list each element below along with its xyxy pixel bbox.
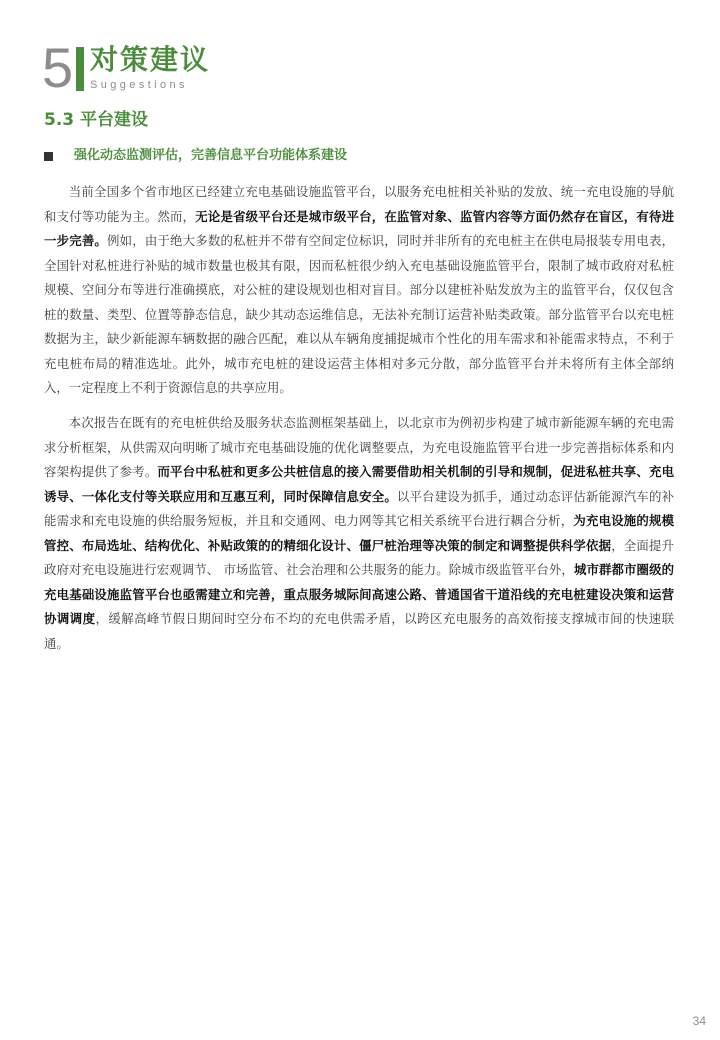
paragraph-text: ，缓解高峰节假日期间时空分布不均的充电供需矛盾，以跨区充电服务的高效衔接支撑城市间的快速联通。 (44, 611, 675, 651)
emphasized-text: 而平台中私桩和更多公共桩信息的接入需要借助相关机制的引导和规制，促进私桩共享、充电诱导、一体化支付等关联应用和互惠互利，同时保障信息安全。 (44, 464, 675, 504)
paragraph-text: 以平台建设为抓手，通过动态评估新能源汽车的补能需求和充电设施的供给服务短板，并且和交通网、电力网等其它相关系统平台进行耦合分析， (44, 488, 675, 528)
bullet-heading: 强化动态监测评估，完善信息平台功能体系建设 (74, 148, 348, 163)
paragraph-text: ，全面提升政府对充电设施进行宏观调节、 市场监管、社会治理和公共服务的能力。除城市级监管平台外， (44, 537, 675, 577)
square-bullet-icon (44, 152, 53, 161)
emphasized-text: 城市群都市圈级的充电基础设施监管平台也亟需建立和完善，重点服务城际间高速公路、普通国省干道沿线的充电桩建设决策和运营协调调度 (44, 562, 674, 626)
page-number: 34 (692, 1014, 706, 1028)
section-heading: 5.3 平台建设 (44, 110, 149, 130)
emphasized-text: 无论是省级平台还是城市级平台，在监管对象、监管内容等方面仍然存在盲区，有待进一步完善。 (44, 208, 675, 248)
chapter-title: 对策建议 (90, 43, 211, 76)
emphasized-text: 为充电设施的规模管控、布局选址、结构优化、补贴政策的的精细化设计、僵尸桩治理等决策的制定和调整提供科学依据 (44, 513, 675, 553)
chapter-subtitle: Suggestions (90, 79, 188, 91)
body-paragraph (44, 411, 674, 656)
chapter-number: 5 (42, 36, 74, 99)
body-paragraph (44, 180, 674, 401)
paragraph-text: 当前全国多个省市地区已经建立充电基础设施监管平台，以服务充电桩相关补贴的发放、统一充电设施的导航和支付等功能为主。然而， (44, 184, 674, 224)
paragraph-text: 例如，由于绝大多数的私桩并不带有空间定位标识，同时并非所有的充电桩主在供电局报装专用电表，全国针对私桩进行补贴的城市数量也极其有限，因而私桩很少纳入充电基础设施监管平台，限制了城市政府对私桩规模、空间分布等进行准确摸底，对公桩的建设规划也相对盲目。部分以建桩补贴发放为主的监管平台，仅仅包含桩的数量、类型、位置等静态信息，缺少其动态运维信息，无法补充制订运营补贴类政策。部分监管平台以充电桩数据为主，缺少新能源车辆数据的融合匹配，难以从车辆角度捕捉城市个性化的用车需求和补能需求特点，不利于充电桩布局的精准选址。此外，城市充电桩的建设运营主体相对多元分散，部分监管平台并未将所有主体全部纳入，一定程度上不利于资源信息的共享应用。 (44, 233, 675, 395)
paragraph-text: 本次报告在既有的充电桩供给及服务状态监测框架基础上，以北京市为例初步构建了城市新能源车辆的充电需求分析框架，从供需双向明晰了城市充电基础设施的优化调整要点，为充电设施监管平台进一步完善指标体系和内容架构提供了参考。 (44, 415, 674, 479)
bullet-heading-row (44, 146, 347, 166)
chapter-accent-bar (76, 47, 84, 91)
